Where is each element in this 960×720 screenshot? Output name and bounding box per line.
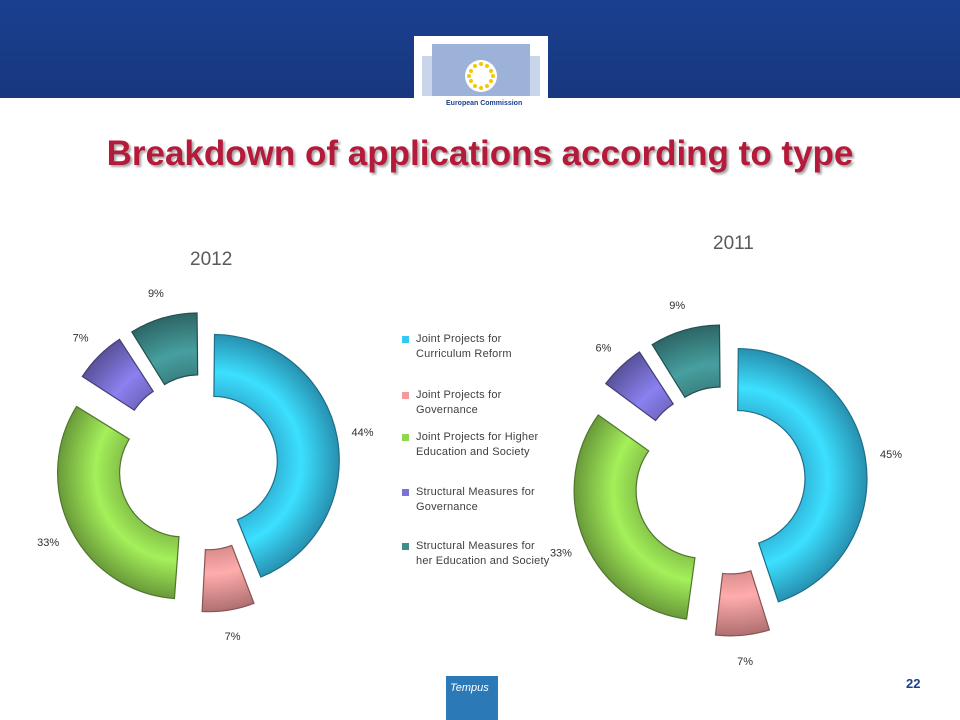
data-label-2012-5: 9% (147, 287, 164, 300)
donut-slice-2012-2 (202, 545, 254, 611)
legend-item (402, 539, 552, 587)
donut-slice-2012-1 (214, 334, 339, 577)
legend-swatch (402, 489, 409, 496)
legend-swatch (402, 543, 409, 550)
data-label-2012-1: 44% (351, 426, 374, 439)
data-label-2011-2: 7% (737, 656, 754, 669)
slide-title: Breakdown of applications according to type (106, 134, 854, 173)
legend-label: Structural Measures for her Education and Society (416, 540, 550, 567)
legend-item (402, 332, 552, 388)
legend-swatch (402, 434, 409, 441)
donut-slice-2011-3 (574, 415, 695, 619)
donut-slice-2011-1 (738, 349, 867, 602)
legend-swatch (402, 336, 409, 343)
page-number: 22 (906, 676, 921, 691)
legend-label: Joint Projects for Governance (416, 389, 502, 416)
legend-swatch (402, 392, 409, 399)
legend-item (402, 430, 552, 485)
data-label-2011-4: 6% (595, 342, 612, 355)
logo-text: European Commission (446, 100, 523, 107)
data-label-2012-2: 7% (224, 630, 241, 643)
data-label-2011-3: 33% (549, 547, 572, 560)
data-label-2012-3: 33% (37, 536, 60, 549)
legend-label: Joint Projects for Higher Education and Society (416, 431, 539, 458)
data-label-2011-5: 9% (669, 300, 686, 313)
tempus-logo: Tempus (446, 676, 498, 720)
legend-item (402, 388, 552, 430)
legend-item (402, 485, 552, 539)
donut-slice-2012-3 (58, 406, 179, 598)
chart-title-2011: 2011 (713, 233, 754, 254)
data-label-2012-4: 7% (72, 332, 89, 345)
legend-label: Structural Measures for Governance (416, 486, 535, 513)
chart-legend (402, 332, 552, 587)
legend-label: Joint Projects for Curriculum Reform (416, 333, 512, 360)
donut-slice-2011-2 (715, 571, 769, 636)
data-label-2011-1: 45% (880, 449, 903, 462)
chart-title-2012: 2012 (190, 249, 233, 270)
